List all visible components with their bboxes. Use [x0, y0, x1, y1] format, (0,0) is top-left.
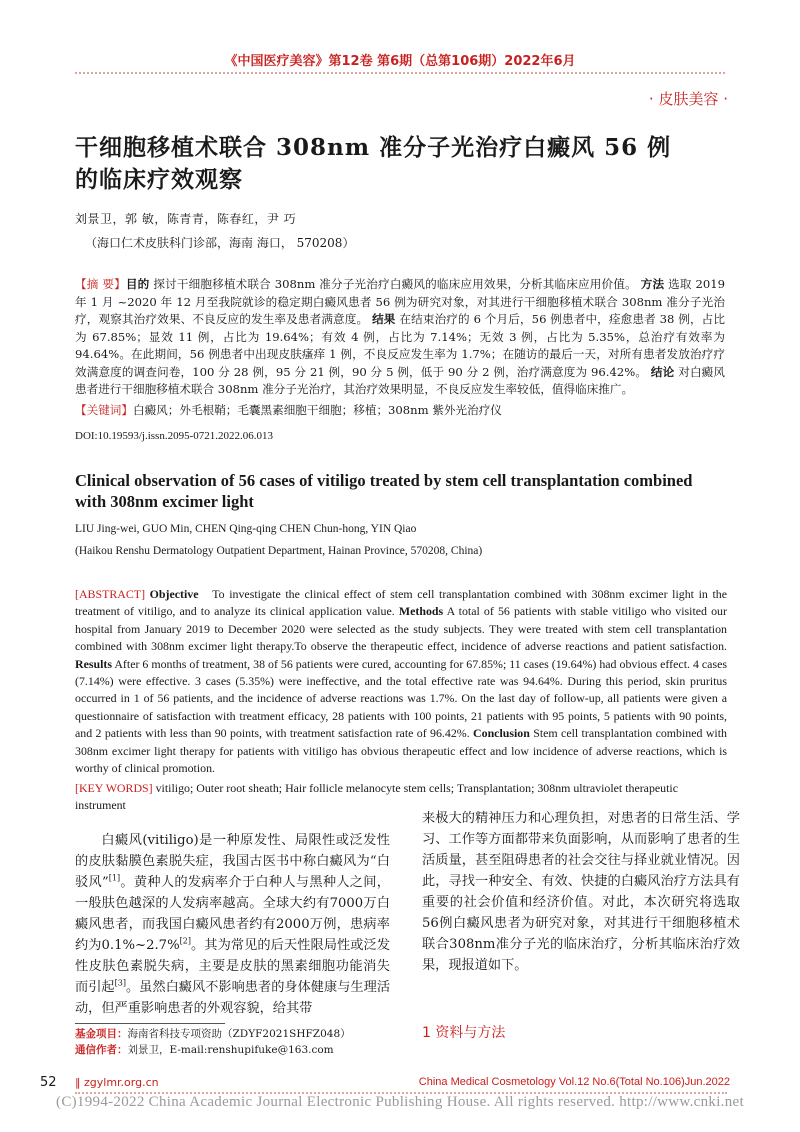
section-heading: 1 资料与方法	[422, 1025, 506, 1041]
copyright-watermark: (C)1994-2022 China Academic Journal Electronic Publishing House. All rights reserved. http://www.cnki.net	[56, 1094, 744, 1110]
methods-cn: 选取 2019 年 1 月 ~2020 年 12 月至我院就诊的稳定期白癜风患者 56 例为研究对象，对其进行干细胞移植术联合 308nm 准分子光治疗，观察其治疗效果、不良反应的发生率及患者满意度。	[75, 277, 725, 326]
objective-cn: 探讨干细胞移植术联合 308nm 准分子光治疗白癜风的临床应用效果，分析其临床应用价值。	[153, 277, 637, 291]
article-title-en: Clinical observation of 56 cases of vitiligo treated by stem cell transplantation combined with 308nm excimer light	[75, 471, 693, 511]
objective-label-cn: 目的	[125, 277, 150, 291]
keywords-cn	[75, 401, 725, 419]
conclusion-cn: 对白癜风患者进行干细胞移植术联合 308nm 准分子光治疗，其治疗效果明显，不良反应发生率较低，值得临床推广。	[75, 364, 726, 396]
page-number: 52	[40, 1075, 57, 1090]
abstract-label-en: [ABSTRACT]	[75, 587, 146, 601]
article-title-cn: 干细胞移植术联合 308nm 准分子光治疗白癜风 56 例的临床疗效观察	[75, 134, 672, 193]
citation-1[interactable]: [1]	[108, 873, 121, 883]
abstract-cn	[75, 276, 725, 399]
fund-footnote: 基金项目：海南省科技专项资助（ZDYF2021SHFZ048）	[75, 1028, 351, 1040]
citation-3[interactable]: [3]	[114, 978, 126, 988]
intro-continuation: 来极大的精神压力和心理负担，对患者的日常生活、学习、工作等方面都带来负面影响，从而影响了患者的生活质量，甚至阻碍患者的社会交往与择业就业情况。因此，寻找一种安全、有效、快捷的白癜风治疗方法具有重要的社会价值和经济价值。对此，本次研究将选取56例白癜风患者为研究对象，对其进行干细胞移植术联合308nm准分子光的临床治疗，分析其临床治疗效果，现报道如下。	[422, 811, 740, 973]
footer-site[interactable]: ‖ zgylmr.org.cn	[75, 1076, 159, 1089]
objective-en: To investigate the clinical effect of stem cell transplantation combined with 308nm excimer light in the treatment of vitiligo, and to analyze its clinical application value.	[75, 587, 727, 619]
conclusion-en: Stem cell transplantation combined with 308nm excimer light therapy for patients with vitiligo has obvious therapeutic effect and low incidence of adverse reactions, which is worthy of clinical promotion.	[75, 726, 727, 776]
authors-en: LIU Jing-wei, GUO Min, CHEN Qing-qing CHEN Chun-hong, YIN Qiao	[75, 523, 417, 535]
conclusion-label-cn: 结论	[650, 364, 675, 379]
keywords-label-cn: 【关键词】	[75, 403, 133, 417]
results-label-cn: 结果	[372, 312, 396, 326]
affiliation-en: (Haikou Renshu Dermatology Outpatient Department, Hainan Province, 570208, China)	[75, 545, 483, 557]
results-en: After 6 months of treatment, 38 of 56 patients were cured, accounting for 67.85%; 11 cases (19.64%) had obvious effect. 4 cases (7.14%) were effective. 3 cases (5.35%) were ineffective, and the total effective rate was 94.64%. During this period, skin pruritus occurred in 1 of 56 patients, and the incidence of adverse reactions was 1.7%. On the last day of follow-up, all patients were given a questionnaire of satisfaction with treatment efficacy, 28 patients with 100 points, 21 patients with 95 points, 5 patients with 90 points, and 2 patients with less than 90 points, with treatment satisfaction rate of 96.42%.	[75, 656, 727, 741]
keywords-text-en: vitiligo; Outer root sheath; Hair follicle melanocyte stem cells; Transplantation; 308nm ultraviolet therapeutic instrument	[75, 781, 679, 813]
correspondence-footnote: 通信作者：刘景卫，E-mail:renshupifuke@163.com	[75, 1044, 334, 1056]
footer-journal: China Medical Cosmetology Vol.12 No.6(Total No.106)Jun.2022	[418, 1076, 730, 1088]
journal-header: 《中国医疗美容》第12卷 第6期（总第106期）2022年6月	[224, 54, 576, 69]
body-column-left	[75, 830, 390, 1019]
conclusion-label-en: Conclusion	[473, 726, 530, 741]
methods-label-en: Methods	[398, 604, 444, 619]
results-label-en: Results	[75, 656, 112, 671]
footnotes	[75, 1026, 351, 1058]
keywords-label-en: [KEY WORDS]	[75, 781, 153, 795]
objective-label-en: Objective	[149, 587, 199, 601]
authors-cn: 刘景卫，郭 敏，陈青青，陈春红，尹 巧	[75, 212, 297, 226]
abstract-en	[75, 586, 727, 777]
methods-label-cn: 方法	[640, 277, 665, 291]
keywords-text-cn: 白癜风；外毛根鞘；毛囊黑素细胞干细胞；移植；308nm 紫外光治疗仪	[132, 403, 502, 417]
affiliation-cn: （海口仁术皮肤科门诊部，海南 海口， 570208）	[85, 236, 355, 250]
abstract-label-cn: 【摘 要】	[75, 277, 126, 291]
results-cn: 在结束治疗的 6 个月后，56 例患者中，痊愈患者 38 例，占比为 67.85%；显效 11 例，占比为 19.64%；有效 4 例，占比为 7.14%；无效 3 例，占比为 5.35%，总治疗有效率为 94.64%。在此期间，56 例患者中出现皮肤瘙痒 1 例，不良反应发生率为 1.7%；在随访的最后一天，对所有患者发放治疗疗效满意度的调查问卷，100 分 28 例，95 分 21 例，90 分 5 例，低于 90 分 2 例，治疗满意度为 96.42%。	[75, 312, 726, 379]
header-divider	[75, 72, 725, 74]
section-tag: · 皮肤美容 ·	[648, 90, 728, 108]
body-column-right	[422, 808, 740, 976]
intro-paragraph: 白癜风(vitiligo)是一种原发性、局限性或泛发性的皮肤黏膜色素脱失症，我国古医书中称白癜风为“白驳风”[1]。黄种人的发病率介于白种人与黑种人之间，一般肤色越深的人发病率越高。全球大约有7000万白癜风患者，而我国白癜风患者约有2000万例，患病率约为0.1%~2.7%[2]。其为常见的后天性限局性或泛发性皮肤色素脱失病，主要是皮肤的黑素细胞功能消失而引起[3]。虽然白癜风不影响患者的身体健康与生理活动，但严重影响患者的外观容貌，给其带	[75, 833, 391, 1016]
methods-en: A total of 56 patients with stable vitiligo who visited our hospital from January 2019 to December 2020 were selected as the study subjects. They were treated with stem cell transplantation combined with 308nm excimer light therapy.To observe the therapeutic effect, incidence of adverse reactions and patient satisfaction.	[75, 604, 727, 654]
citation-2[interactable]: [2]	[179, 936, 191, 946]
footnote-divider	[75, 1023, 225, 1024]
doi[interactable]: DOI:10.19593/j.issn.2095-0721.2022.06.013	[75, 430, 273, 442]
